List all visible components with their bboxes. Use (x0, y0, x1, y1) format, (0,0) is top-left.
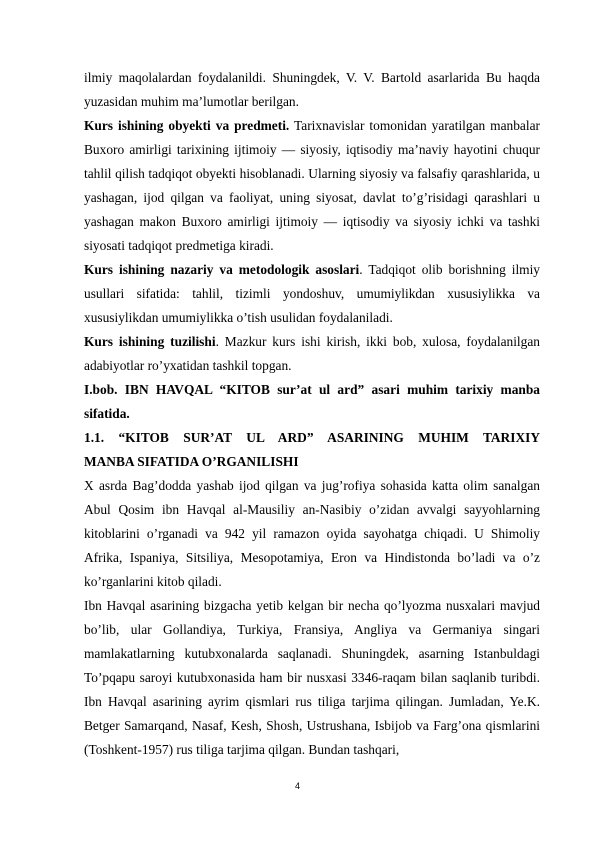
page-number: 4 (294, 781, 300, 791)
paragraph-text: . Mazkur kurs ishi kirish, ikki bob, xulosa, foydalanilgan adabiyotlar ro’yxatidan tashkil topgan. (84, 334, 540, 373)
intro-paragraph (84, 66, 540, 114)
section-heading (84, 426, 540, 474)
object-subject-paragraph (84, 114, 540, 258)
paragraph-lead: Kurs ishining tuzilishi (84, 334, 216, 349)
page-body (84, 66, 540, 762)
paragraph-lead: Kurs ishining nazariy va metodologik asoslari (84, 262, 360, 277)
chapter-heading: I.bob. IBN HAVQAL “KITOB sur’at ul ard” asari muhim tarixiy manba sifatida. (84, 382, 540, 421)
paragraph-text: ilmiy maqolalardan foydalanildi. Shuningdek, V. V. Bartold asarlarida Bu haqda yuzasidan muhim ma’lumotlar berilgan. (84, 70, 540, 109)
section-heading-line1: 1.1. “KITOB SUR’AT UL ARD” ASARINING MUHIM TARIXIY (84, 430, 540, 445)
paragraph-text: Tarixnavislar tomonidan yaratilgan manbalar Buxoro amirligi tarixining ijtimoiy — siyosiy, iqtisodiy ma’naviy hayotini chuqur tahlil qilish tadqiqot obyekti hisoblanadi. Ularning siyosiy va falsafiy qarashlarida, u yashagan, ijod qilgan va faoliyat, uning siyosat, davlat to’g’risidagi qarashlari u yashagan makon Buxoro amirligi ijtimoiy — iqtisodiy va siyosiy ichki va tashki siyosati tadqiqot predmetiga kiradi. (84, 118, 541, 253)
methodology-paragraph (84, 258, 540, 330)
paragraph-lead: Kurs ishining obyekti va predmeti. (84, 118, 290, 133)
body-paragraph: X asrda Bag’dodda yashab ijod qilgan va jug’rofiya sohasida katta olim sanalgan Abul Qosim ibn Havqal al-Mausiliy an-Nasibiy o’zidan avvalgi sayyohlarning kitoblarini o’rganadi va 942 yil ramazon oyida sayohatga chiqadi. U Shimoliy Afrika, Ispaniya, Sitsiliya, Mesopotamiya, Eron va Hindistonda bo’ladi va o’z ko’rganlarini kitob qiladi. (84, 478, 540, 589)
section-heading-line2: MANBA SIFATIDA O’RGANILISHI (84, 454, 299, 469)
structure-paragraph (84, 330, 540, 378)
body-paragraph: Ibn Havqal asarining bizgacha yetib kelgan bir necha qo’lyozma nusxalari mavjud bo’lib, ular Gollandiya, Turkiya, Fransiya, Angliya va Germaniya singari mamlakatlarning kutubxonalarda saqlanadi. Shuningdek, asarning Istanbuldagi To’pqapu saroyi kutubxonasida ham bir nusxasi 3346-raqam bilan saqlanib turibdi. Ibn Havqal asarining ayrim qismlari rus tiliga tarjima qilingan. Jumladan, Ye.K. Betger Samarqand, Nasaf, Kesh, Shosh, Ustrushana, Isbijob va Farg’ona qismlarini (Toshkent-1957) rus tiliga tarjima qilgan. Bundan tashqari, (84, 598, 540, 757)
paragraph-text: . Tadqiqot olib borishning ilmiy usullari sifatida: tahlil, tizimli yondoshuv, umumiylikdan xususiylikka va xususiylikdan umumiylikka o’tish usulidan foydalaniladi. (84, 262, 541, 325)
